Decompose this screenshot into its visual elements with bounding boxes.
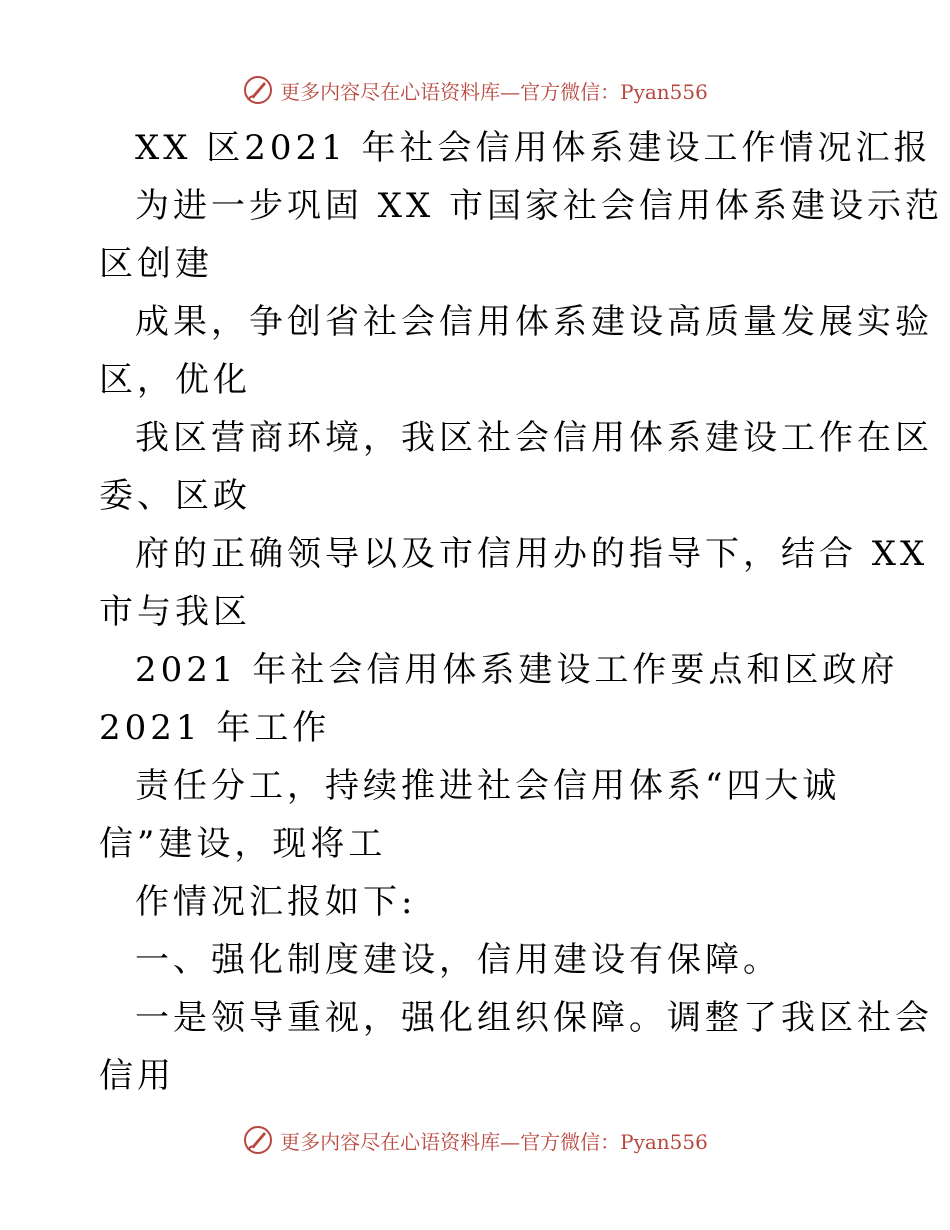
paragraph-line: 委、区政 bbox=[99, 476, 251, 516]
paragraph-line: 2021 年社会信用体系建设工作要点和区政府 bbox=[135, 650, 899, 690]
feather-pen-icon bbox=[242, 1124, 274, 1156]
paragraph-line: 我区营商环境，我区社会信用体系建设工作在区 bbox=[135, 418, 933, 458]
paragraph-line: 为进一步巩固 XX 市国家社会信用体系建设示范 bbox=[135, 186, 944, 226]
paragraph-line: 责任分工，持续推进社会信用体系“四大诚 bbox=[135, 766, 841, 806]
paragraph-line: 区创建 bbox=[99, 244, 213, 284]
footer-watermark bbox=[0, 1120, 950, 1160]
paragraph-line: 府的正确领导以及市信用办的指导下，结合 XX bbox=[135, 534, 929, 574]
paragraph-line: 信”建设，现将工 bbox=[99, 824, 387, 864]
section-heading: 一、强化制度建设，信用建设有保障。 bbox=[135, 940, 781, 980]
feather-pen-icon bbox=[242, 74, 274, 106]
paragraph-line: 区，优化 bbox=[99, 360, 251, 400]
paragraph-line: 作情况汇报如下: bbox=[135, 882, 417, 922]
header-watermark bbox=[0, 70, 950, 110]
paragraph-line: 市与我区 bbox=[99, 592, 251, 632]
document-title: XX 区2021 年社会信用体系建设工作情况汇报 bbox=[135, 128, 932, 168]
watermark-text: 更多内容尽在心语资料库—官方微信：Pyan556 bbox=[280, 79, 708, 104]
paragraph-line: 一是领导重视，强化组织保障。调整了我区社会 bbox=[135, 998, 933, 1038]
paragraph-line: 信用 bbox=[99, 1056, 175, 1096]
watermark-text: 更多内容尽在心语资料库—官方微信：Pyan556 bbox=[280, 1129, 708, 1154]
paragraph-line: 2021 年工作 bbox=[99, 708, 331, 748]
paragraph-line: 成果，争创省社会信用体系建设高质量发展实验 bbox=[135, 302, 933, 342]
